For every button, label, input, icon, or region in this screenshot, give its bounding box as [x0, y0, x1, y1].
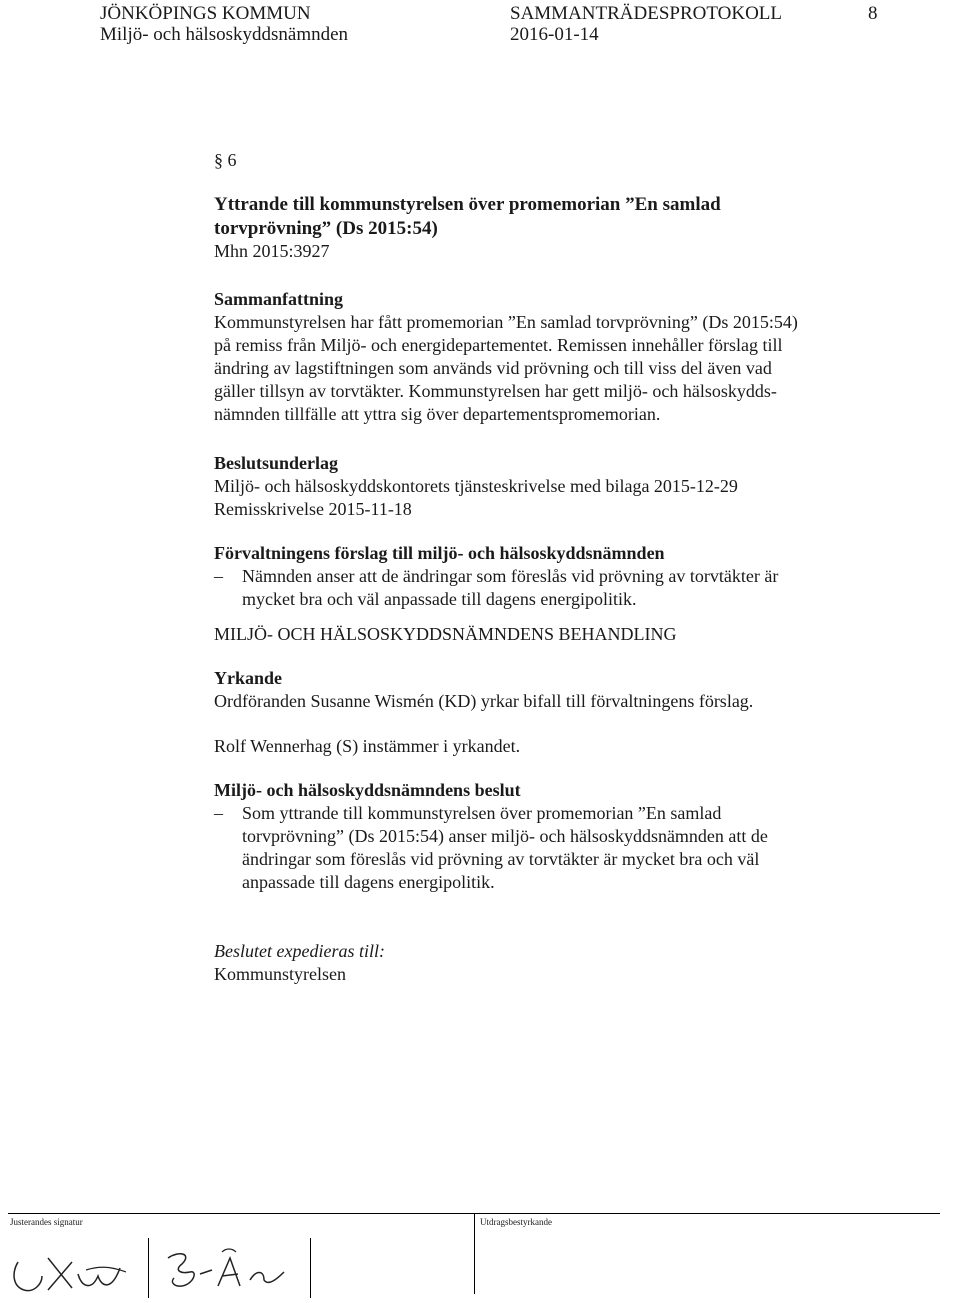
basis-line-2: Remisskrivelse 2015-11-18 — [214, 499, 412, 519]
section-number: § 6 — [214, 150, 237, 170]
section-title-line-1: Yttrande till kommunstyrelsen över promemorian ”En samlad — [214, 194, 721, 215]
decision-line-3: ändringar som föreslås vid prövning av torvtäkter är mycket bra och väl — [242, 849, 760, 869]
decision-bullet: – — [214, 803, 223, 823]
summary-line-4: gäller tillsyn av torvtäkter. Kommunstyrelsen har gett miljö- och hälsoskydds- — [214, 381, 777, 401]
municipality-name: JÖNKÖPINGS KOMMUN — [100, 3, 311, 24]
summary-line-5: nämnden tillfälle att yttra sig över departementspromemorian. — [214, 404, 661, 424]
proposal-line-2: mycket bra och väl anpassade till dagens energipolitik. — [242, 589, 637, 609]
signature-separator-1 — [148, 1238, 149, 1298]
signature-2 — [160, 1240, 300, 1298]
summary-line-2: på remiss från Miljö- och energidepartementet. Remissen innehåller förslag till — [214, 335, 783, 355]
basis-line-1: Miljö- och hälsoskyddskontorets tjänsteskrivelse med bilaga 2015-12-29 — [214, 476, 738, 496]
motion-line-1: Ordföranden Susanne Wismén (KD) yrkar bifall till förvaltningens förslag. — [214, 691, 754, 711]
signature-1 — [8, 1240, 133, 1298]
summary-line-3: ändring av lagstiftningen som används vid prövning och till viss del även vad — [214, 358, 772, 378]
summary-heading: Sammanfattning — [214, 289, 344, 309]
section-title-line-2: torvprövning” (Ds 2015:54) — [214, 218, 438, 239]
summary-line-1: Kommunstyrelsen har fått promemorian ”En samlad torvprövning” (Ds 2015:54) — [214, 312, 798, 332]
footer-divider — [474, 1214, 475, 1294]
motion-heading: Yrkande — [214, 668, 283, 688]
meeting-date: 2016-01-14 — [510, 24, 599, 45]
signature-separator-2 — [310, 1238, 311, 1298]
decision-line-1: Som yttrande till kommunstyrelsen över promemorian ”En samlad — [242, 803, 722, 823]
dispatch-recipient: Kommunstyrelsen — [214, 964, 346, 984]
signature-label: Justerandes signatur — [10, 1217, 83, 1227]
dispatch-heading: Beslutet expedieras till: — [214, 941, 385, 961]
proposal-line-1: Nämnden anser att de ändringar som föreslås vid prövning av torvtäkter är — [242, 566, 779, 586]
proposal-heading: Förvaltningens förslag till miljö- och hälsoskyddsnämnden — [214, 543, 665, 563]
motion-line-2: Rolf Wennerhag (S) instämmer i yrkandet. — [214, 736, 521, 756]
certified-label: Utdragsbestyrkande — [480, 1217, 552, 1227]
document-type: SAMMANTRÄDESPROTOKOLL — [510, 3, 783, 24]
decision-heading: Miljö- och hälsoskyddsnämndens beslut — [214, 780, 521, 800]
decision-line-2: torvprövning” (Ds 2015:54) anser miljö- och hälsoskyddsnämnden att de — [242, 826, 768, 846]
case-number: Mhn 2015:3927 — [214, 241, 330, 261]
board-name: Miljö- och hälsoskyddsnämnden — [100, 24, 349, 45]
proposal-bullet: – — [214, 566, 223, 586]
page-number: 8 — [868, 3, 878, 24]
handling-heading: MILJÖ- OCH HÄLSOSKYDDSNÄMNDENS BEHANDLING — [214, 624, 677, 644]
decision-line-4: anpassade till dagens energipolitik. — [242, 872, 495, 892]
basis-heading: Beslutsunderlag — [214, 453, 339, 473]
